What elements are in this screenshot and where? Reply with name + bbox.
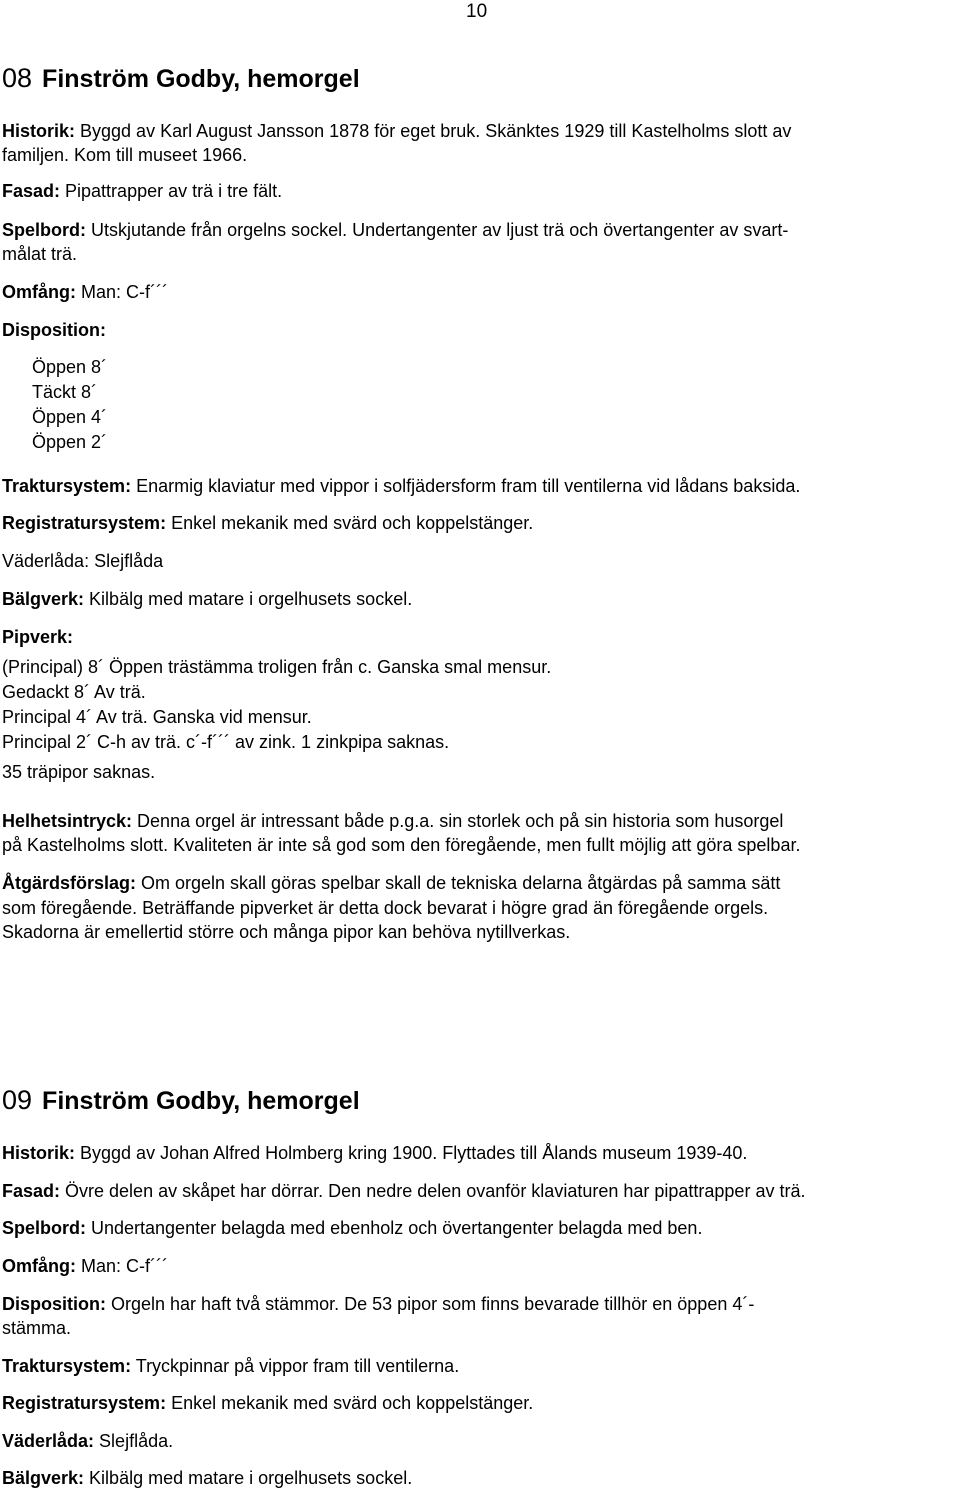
balgverk-text: Kilbälg med matare i orgelhusets sockel. <box>84 589 413 609</box>
vaderlada-label: Väderlåda: <box>2 1431 95 1451</box>
historik-label: Historik: <box>2 121 76 141</box>
fasad-label: Fasad: <box>2 181 61 201</box>
section-number: 08 <box>2 63 33 93</box>
spelbord-line <box>2 1216 702 1240</box>
traktur-line <box>2 474 800 498</box>
disposition-text: Orgeln har haft två stämmor. De 53 pipor som finns bevarade tillhör en öppen 4´- <box>106 1294 755 1314</box>
registratur-line <box>2 511 533 535</box>
omfang-label: Omfång: <box>2 282 76 302</box>
section-number: 09 <box>2 1085 33 1115</box>
pipverk-label: Pipverk: <box>2 627 74 647</box>
disposition-line-1 <box>2 1292 754 1316</box>
historik-text: Byggd av Karl August Jansson 1878 för eget bruk. Skänktes 1929 till Kastelholms slott av <box>75 121 792 141</box>
atgard-text: Om orgeln skall göras spelbar skall de tekniska delarna åtgärdas på samma sätt <box>136 873 781 893</box>
pipverk-line: Principal 2´ C-h av trä. c´-f´´´ av zink. 1 zinkpipa saknas. <box>2 732 450 752</box>
disposition-line-2: stämma. <box>2 1318 72 1338</box>
historik-line-1 <box>2 119 791 143</box>
historik-text: Byggd av Johan Alfred Holmberg kring 1900. Flyttades till Ålands museum 1939-40. <box>75 1143 748 1163</box>
section-title: Finström Godby, hemorgel <box>42 65 360 93</box>
fasad-label: Fasad: <box>2 1181 61 1201</box>
vaderlada-line: Väderlåda: Slejflåda <box>2 551 164 571</box>
traktur-line <box>2 1354 459 1378</box>
stop-item: Öppen 4´ <box>32 407 108 427</box>
disposition-label: Disposition: <box>2 1294 106 1314</box>
stop-item: Täckt 8´ <box>32 382 98 402</box>
registratur-line <box>2 1391 533 1415</box>
spelbord-text: Undertangenter belagda med ebenholz och övertangenter belagda med ben. <box>86 1218 703 1238</box>
historik-label: Historik: <box>2 1143 76 1163</box>
balgverk-line <box>2 1466 412 1490</box>
traktur-label: Traktursystem: <box>2 1356 132 1376</box>
traktur-text: Tryckpinnar på vippor fram till ventilerna. <box>131 1356 460 1376</box>
helhet-line-2: på Kastelholms slott. Kvaliteten är inte så god som den föregående, men fullt möjlig att göra spelbar. <box>2 835 801 855</box>
disposition-label: Disposition: <box>2 320 106 340</box>
helhet-label: Helhetsintryck: <box>2 811 133 831</box>
page-number: 10 <box>466 1 488 22</box>
registratur-label: Registratursystem: <box>2 1393 167 1413</box>
atgard-line-2: som föregående. Beträffande pipverket är detta dock bevarat i högre grad än föregående orgels. <box>2 898 769 918</box>
spelbord-label: Spelbord: <box>2 220 86 240</box>
atgard-line-3: Skadorna är emellertid större och många pipor kan behöva nytillverkas. <box>2 922 571 942</box>
helhet-text: Denna orgel är intressant både p.g.a. sin storlek och på sin historia som husorgel <box>132 811 784 831</box>
pipverk-line: Principal 4´ Av trä. Ganska vid mensur. <box>2 707 312 727</box>
spelbord-line-2: målat trä. <box>2 244 78 264</box>
omfang-line <box>2 1254 168 1278</box>
spelbord-label: Spelbord: <box>2 1218 86 1238</box>
omfang-line <box>2 280 168 304</box>
historik-line-2: familjen. Kom till museet 1966. <box>2 145 248 165</box>
fasad-line <box>2 179 282 203</box>
stop-item: Öppen 2´ <box>32 432 108 452</box>
stop-item: Öppen 8´ <box>32 357 108 377</box>
balgverk-label: Bälgverk: <box>2 589 85 609</box>
section-heading-09 <box>2 1085 360 1116</box>
balgverk-text: Kilbälg med matare i orgelhusets sockel. <box>84 1468 413 1488</box>
traktur-label: Traktursystem: <box>2 476 132 496</box>
pipverk-line: Gedackt 8´ Av trä. <box>2 682 146 702</box>
historik-line <box>2 1141 747 1165</box>
omfang-label: Omfång: <box>2 1256 76 1276</box>
registratur-text: Enkel mekanik med svärd och koppelstänger. <box>166 1393 534 1413</box>
atgard-label: Åtgärdsförslag: <box>2 873 137 893</box>
balgverk-label: Bälgverk: <box>2 1468 85 1488</box>
registratur-label: Registratursystem: <box>2 513 167 533</box>
vaderlada-line <box>2 1429 173 1453</box>
helhet-line-1 <box>2 809 783 833</box>
omfang-text: Man: C-f´´´ <box>76 1256 168 1276</box>
fasad-line <box>2 1179 805 1203</box>
spelbord-text: Utskjutande från orgelns sockel. Undertangenter av ljust trä och övertangenter av svart- <box>86 220 789 240</box>
balgverk-line <box>2 587 412 611</box>
registratur-text: Enkel mekanik med svärd och koppelstänger. <box>166 513 534 533</box>
omfang-text: Man: C-f´´´ <box>76 282 168 302</box>
pipor-saknas: 35 träpipor saknas. <box>2 762 156 782</box>
section-title: Finström Godby, hemorgel <box>42 1087 360 1115</box>
pipverk-line: (Principal) 8´ Öppen trästämma troligen från c. Ganska smal mensur. <box>2 657 552 677</box>
section-heading-08 <box>2 63 360 94</box>
vaderlada-text: Slejflåda. <box>94 1431 174 1451</box>
atgard-line-1 <box>2 871 780 895</box>
traktur-text: Enarmig klaviatur med vippor i solfjädersform fram till ventilerna vid lådans baksida. <box>131 476 801 496</box>
fasad-text: Pipattrapper av trä i tre fält. <box>60 181 283 201</box>
spelbord-line-1 <box>2 218 788 242</box>
fasad-text: Övre delen av skåpet har dörrar. Den nedre delen ovanför klaviaturen har pipattrapper av trä. <box>60 1181 806 1201</box>
